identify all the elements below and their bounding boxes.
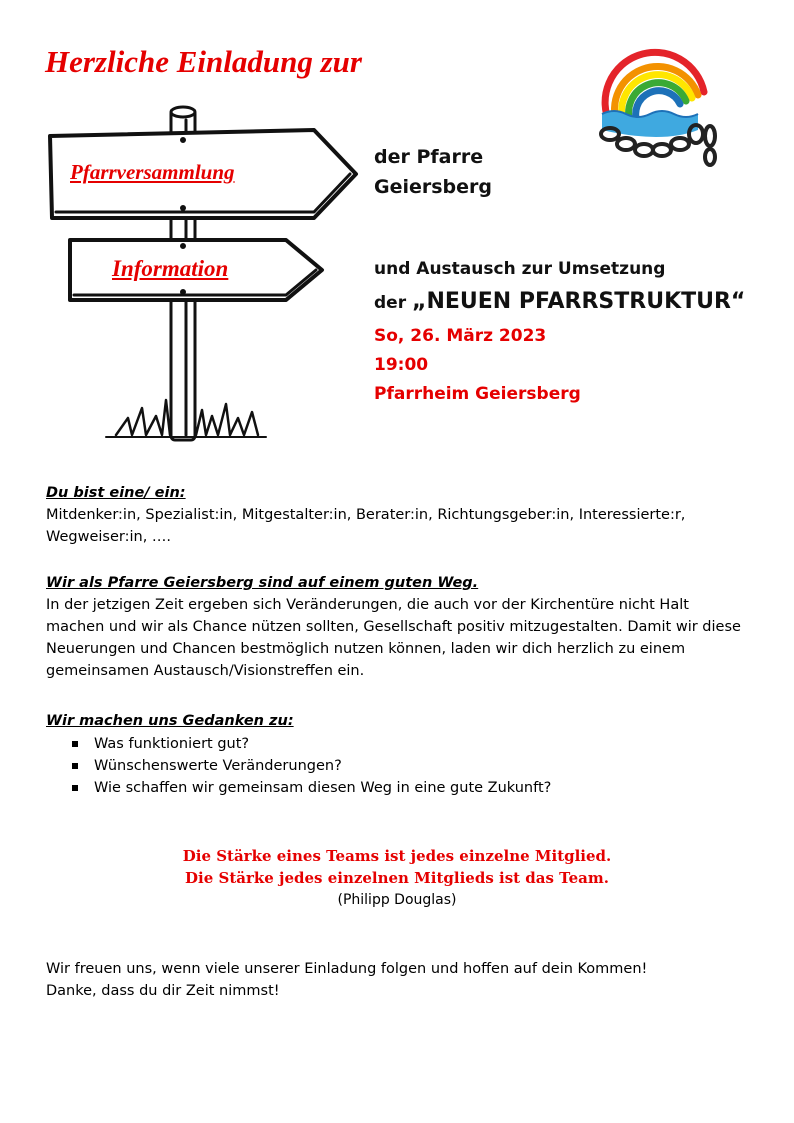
section-good-way — [46, 572, 751, 682]
structure-name: „NEUEN PFARRSTRUKTUR“ — [412, 289, 746, 314]
section-heading: Du bist eine/ ein: — [46, 485, 186, 501]
exchange-line: und Austausch zur Umsetzung — [374, 259, 666, 279]
event-date: So, 26. März 2023 — [374, 326, 547, 346]
section-you-are — [46, 482, 751, 548]
event-time: 19:00 — [374, 355, 429, 375]
sign-label-pfarrversammlung: Pfarrversammlung — [70, 160, 235, 184]
list-item: Was funktioniert gut? — [70, 733, 551, 755]
parish-logo — [592, 40, 727, 170]
section-text: Mitdenker:in, Spezialist:in, Mitgestalter:in, Berater:in, Richtungsgeber:in, Interessierte:r, Wegweiser:in, …. — [46, 507, 686, 545]
closing-line-2: Danke, dass du dir Zeit nimmst! — [46, 983, 280, 999]
quote-line-1: Die Stärke eines Teams ist jedes einzelne Mitglied. — [182, 847, 612, 865]
structure-prefix: der — [374, 293, 413, 313]
parish-line-2: Geiersberg — [374, 176, 493, 198]
closing-line-1: Wir freuen uns, wenn viele unserer Einladung folgen und hoffen auf dein Kommen! — [46, 961, 648, 977]
list-item: Wie schaffen wir gemeinsam diesen Weg in eine gute Zukunft? — [70, 777, 551, 799]
page-title: Herzliche Einladung zur — [45, 44, 362, 79]
section-text: In der jetzigen Zeit ergeben sich Veränderungen, die auch vor der Kirchentüre nicht Halt machen und wir als Chance nützen sollten, Gesellschaft positiv mitzugestalten. Damit wir diese Neuerungen und Chancen bestmöglich nutzen können, laden wir dich herzlich zu einem gemeinsamen Austausch/Visionstreffen ein. — [46, 597, 741, 679]
sign-label-information: Information — [112, 256, 229, 281]
section-heading: Wir machen uns Gedanken zu: — [46, 713, 294, 729]
parish-line-1: der Pfarre — [374, 146, 484, 168]
closing-text — [46, 958, 751, 1002]
quote-line-2: Die Stärke jedes einzelnen Mitglieds ist das Team. — [185, 869, 609, 887]
question-list — [70, 733, 551, 799]
event-location: Pfarrheim Geiersberg — [374, 384, 581, 404]
section-thoughts — [46, 710, 751, 732]
parish-name — [374, 142, 492, 202]
section-heading: Wir als Pfarre Geiersberg sind auf einem guten Weg. — [46, 575, 479, 591]
event-details — [374, 322, 581, 409]
quote-block — [0, 845, 794, 911]
list-item: Wünschenswerte Veränderungen? — [70, 755, 551, 777]
quote-author: (Philipp Douglas) — [337, 892, 457, 908]
structure-line — [374, 289, 745, 314]
